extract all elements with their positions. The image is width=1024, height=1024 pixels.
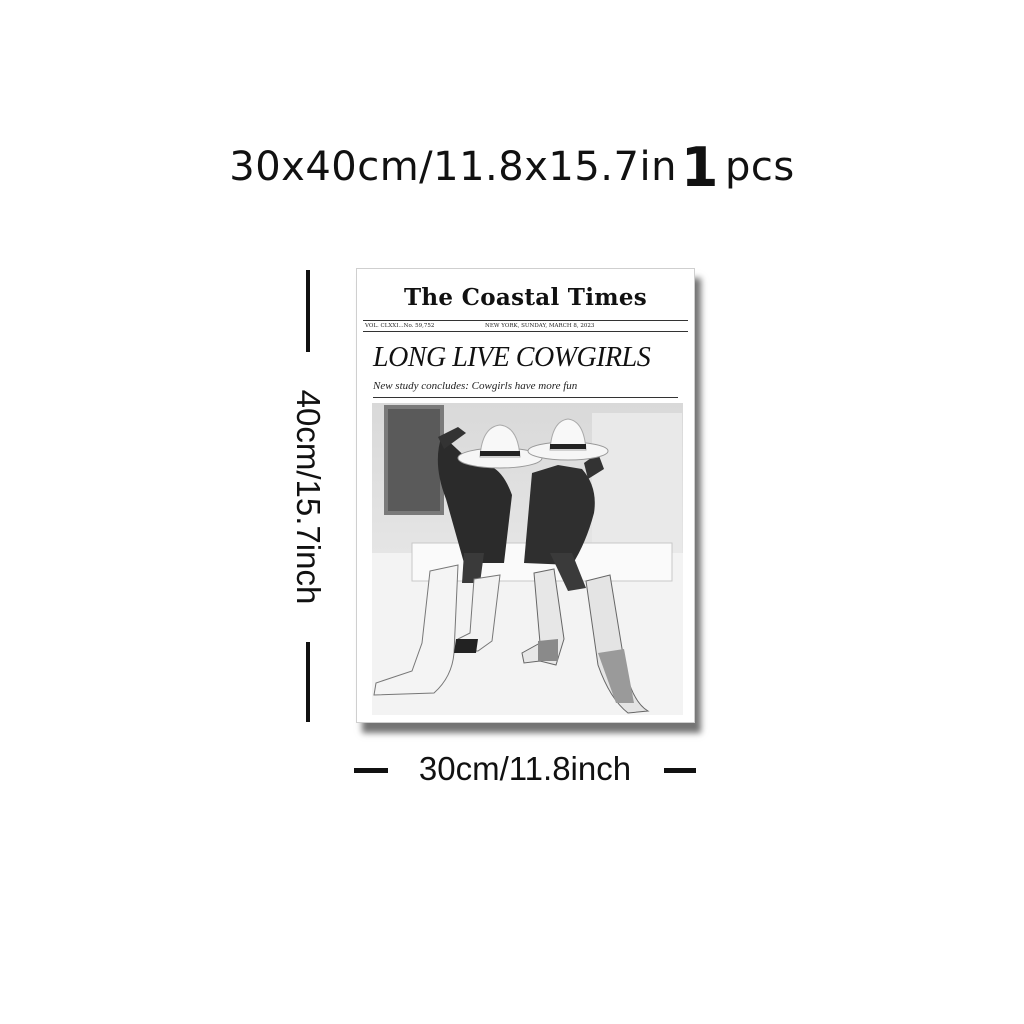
date-line: NEW YORK, SUNDAY, MARCH 8, 2023 xyxy=(485,323,595,329)
headline: LONG LIVE COWGIRLS xyxy=(373,342,651,373)
width-dimension-label: 30cm/11.8inch xyxy=(418,750,632,787)
width-dimension-line-left xyxy=(354,768,388,773)
quantity: 1 xyxy=(680,136,719,199)
width-dimension-line-right xyxy=(664,768,696,773)
volume-number: VOL. CLXXI...No. 59,752 xyxy=(365,323,435,329)
subheadline: New study concludes: Cowgirls have more fun xyxy=(373,380,578,392)
photo-illustration xyxy=(372,403,683,715)
size-text: 30x40cm/11.8x15.7in xyxy=(229,144,677,190)
height-dimension-line-bottom xyxy=(306,642,310,722)
height-dimension-label: 40cm/15.7inch xyxy=(290,389,327,605)
height-dimension-line-top xyxy=(306,270,310,352)
subhead-rule xyxy=(373,397,678,398)
unit: pcs xyxy=(725,144,795,190)
masthead: The Coastal Times xyxy=(403,284,648,311)
masthead-rule-bottom xyxy=(363,331,688,332)
size-title xyxy=(0,136,1024,199)
cowgirls-photo xyxy=(372,403,683,715)
poster xyxy=(356,268,695,723)
masthead-rule-top xyxy=(363,320,688,321)
